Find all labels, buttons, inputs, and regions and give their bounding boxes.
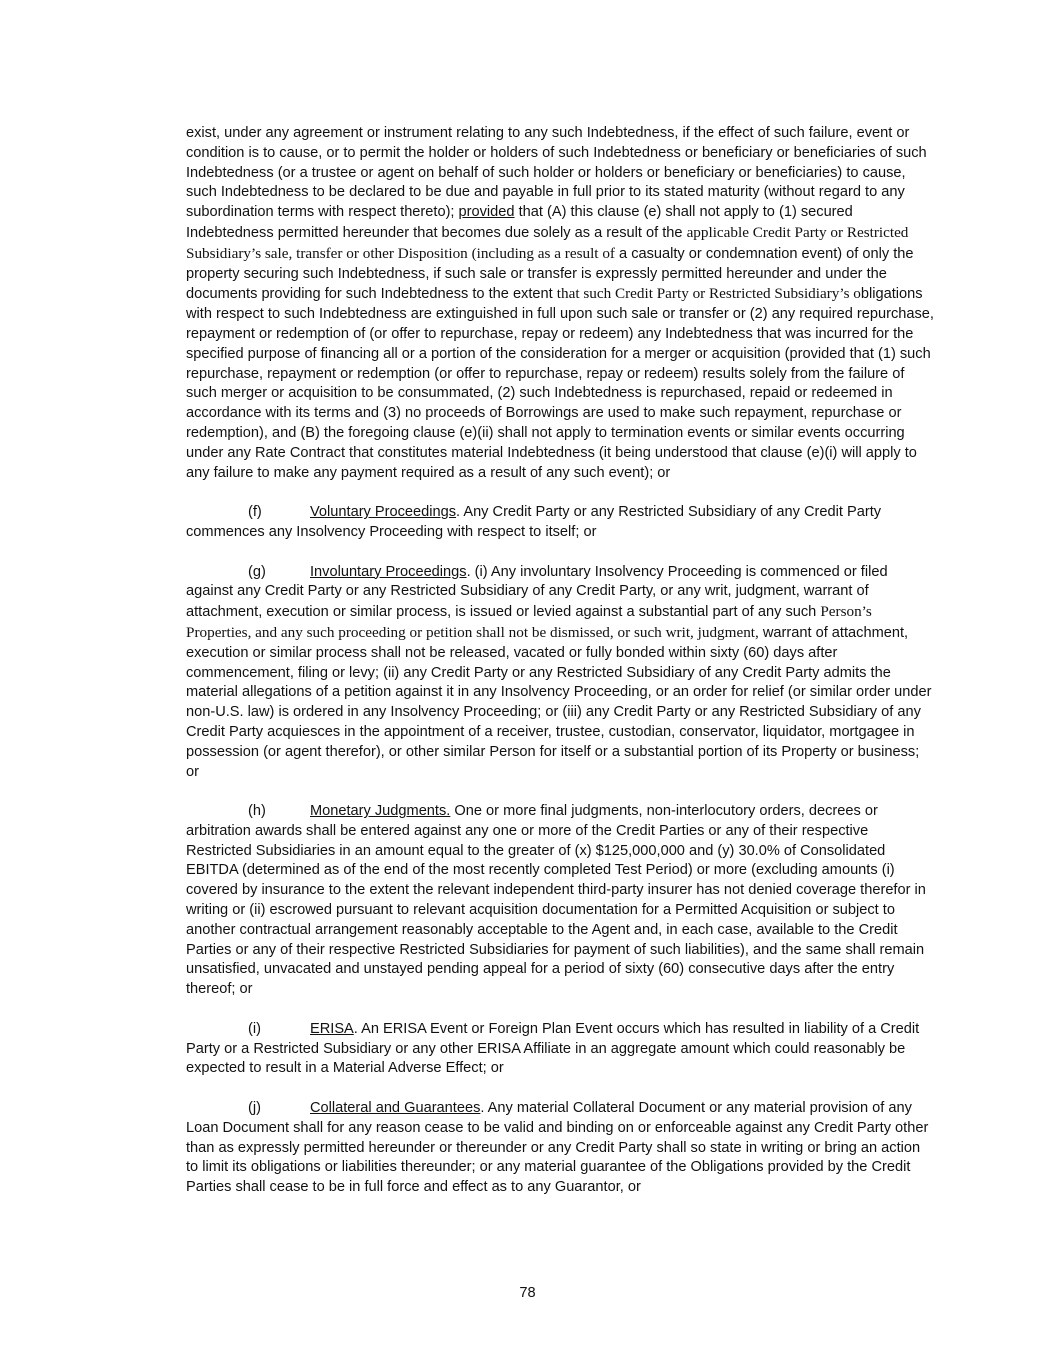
section-g <box>186 563 934 783</box>
text-run: bligations with respect to such Indebtedness are extinguished in full upon such sale or transfer or (2) any required repurchase, repayment or redemption of (or offer to repurchase, repay or redeem) any Indebtedness that was incurred for the specified purpose of financing all or a portion of the consideration for a merger or acquisition (provided that (1) such repurchase, repayment or redemption (or offer to repurchase, repay or redeem) results solely from the failure of such merger or acquisition to be consummated, (2) such Indebtedness is repurchased, repaid or redeemed in accordance with its terms and (3) no proceeds of Borrowings are used to make such repayment, repurchase or redemption), and (B) the foregoing clause (e)(ii) shall not apply to termination events or similar events occurring under any Rate Contract that constitutes material Indebtedness (it being understood that clause (e)(i) will apply to any failure to make any payment required as a result of any such event); or <box>186 286 934 481</box>
section-body: . An ERISA Event or Foreign Plan Event occurs which has resulted in liability of a Credit Party or a Restricted Subsidiary or any other ERISA Affiliate in an aggregate amount which could reasonably be expected to result in a Material Adverse Effect; or <box>186 1020 920 1077</box>
section-heading: Voluntary Proceedings <box>310 504 457 521</box>
section-label: (i) <box>248 1020 261 1037</box>
text-run: a casualty or condemnation event) of only the property securing such Indebtedness, if such sale or transfer is expressly permitted hereunder and under the documents providing for such Indebtedness to the extent <box>186 245 914 303</box>
section-body: One or more final judgments, non-interlocutory orders, decrees or arbitration awards shall be entered against any one or more of the Credit Parties or any of their respective Restricted Subsidiaries in an amount equal to the greater of (x) $125,000,000 and (y) 30.0% of Consolidated EBITDA (determined as of the end of the most recently completed Test Period) or more (excluding amounts (i) covered by insurance to the extent the relevant independent third-party insurer has not denied coverage therefor in writing or (ii) escrowed pursuant to relevant acquisition documentation for a Permitted Acquisition or subject to another contractual arrangement reasonably acceptable to the Agent and, in each case, available to the Credit Parties or any of their respective Restricted Subsidiaries for payment of such liabilities), and the same shall remain unsatisfied, unvacated and unstayed pending appeal for a period of sixty (60) consecutive days after the entry thereof; or <box>186 803 926 998</box>
section-heading: Collateral and Guarantees <box>310 1100 481 1117</box>
section-body: . Any material Collateral Document or any material provision of any Loan Document shall for any reason cease to be valid and binding on or enforceable against any Credit Party other than as expressly permitted hereunder or thereunder or any Credit Party shall so state in writing or bring an action to limit its obligations or liabilities thereunder; or any material guarantee of the Obligations provided by the Credit Parties shall cease to be in full force and effect as to any Guarantor, or <box>186 1100 929 1196</box>
section-j <box>186 1099 934 1198</box>
section-body-serif: Person’s Properties, and any such proceeding or petition shall not be dismissed, or such writ, judgment, <box>186 603 872 641</box>
text-run: that (A) this clause (e) shall not apply to (1) secured Indebtedness permitted hereunder that becomes due solely as a result of the <box>186 204 853 241</box>
page-number: 78 <box>519 1285 536 1301</box>
document-page <box>186 124 934 1218</box>
paragraph-e-continuation <box>186 124 934 483</box>
section-h <box>186 802 934 1000</box>
text-run: exist, under any agreement or instrument relating to any such Indebtedness, if the effect of such failure, event or condition is to cause, or to permit the holder or holders of such Indebtedness or beneficiary or beneficiaries of such Indebtedness (or a trustee or agent on behalf of such holder or holders or beneficiary or beneficiaries) to cause, such Indebtedness to be declared to be due and payable in full prior to its stated maturity (without regard to any subordination terms with respect thereto); <box>186 125 927 221</box>
section-body: . (i) Any involuntary Insolvency Proceeding is commenced or filed against any Credit Party or any Restricted Subsidiary of any Credit Party, or any writ, judgment, warrant of attachment, execution or similar process, is issued or levied against a substantial part of any such <box>186 563 888 621</box>
section-heading: ERISA <box>310 1020 354 1037</box>
text-run-serif: that such Credit Party or Restricted Subsidiary’s o <box>556 285 861 303</box>
section-f <box>186 503 934 543</box>
section-label: (g) <box>248 563 266 580</box>
text-run-serif: applicable Credit Party or Restricted Subsidiary’s sale, transfer or other Disposition (including as a result of <box>186 223 909 262</box>
section-label: (j) <box>248 1100 261 1117</box>
section-heading: Monetary Judgments. <box>310 803 451 820</box>
section-body: warrant of attachment, execution or similar process shall not be released, vacated or fully bonded within sixty (60) days after commencement, filing or levy; (ii) any Credit Party or any Restricted Subsidiary of any Credit Party admits the material allegations of a petition against it in any Insolvency Proceeding, or an order for relief (or similar order under non-U.S. law) is ordered in any Insolvency Proceeding; or (iii) any Credit Party or any Restricted Subsidiary of any Credit Party acquiesces in the appointment of a receiver, trustee, custodian, conservator, liquidator, mortgagee in possession (or agent therefor), or other similar Person for itself or a substantial portion of its Property or business; or <box>186 624 932 780</box>
section-label: (f) <box>248 504 262 521</box>
section-i <box>186 1020 934 1079</box>
provided-term: provided <box>458 204 515 221</box>
section-heading: Involuntary Proceedings <box>310 563 467 580</box>
section-label: (h) <box>248 803 266 820</box>
section-body: . Any Credit Party or any Restricted Subsidiary of any Credit Party commences any Insolvency Proceeding with respect to itself; or <box>186 504 882 540</box>
